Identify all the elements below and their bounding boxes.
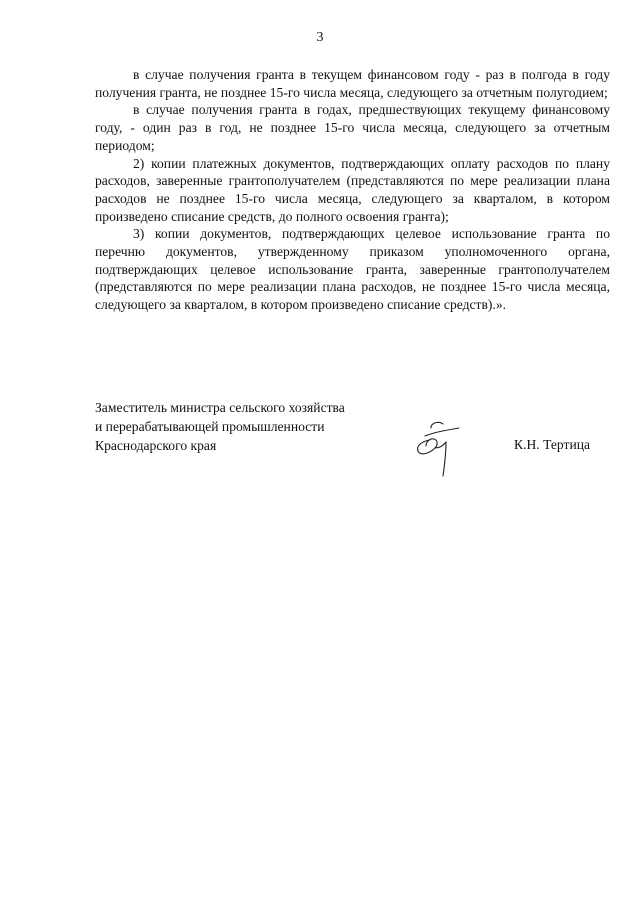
- handwritten-signature-icon: [413, 418, 463, 480]
- signatory-position-line: Заместитель министра сельского хозяйства: [95, 400, 345, 415]
- signatory-position-line: Краснодарского края: [95, 438, 217, 453]
- signatory-position: [95, 398, 345, 455]
- document-body: [95, 66, 610, 314]
- page-number: 3: [316, 30, 324, 45]
- paragraph-half-year-reporting: в случае получения гранта в текущем финансовом году - раз в полгода в году получения гранта, не позднее 15-го числа месяца, следующего за отчетным полугодием;: [95, 67, 610, 100]
- signer-name: К.Н. Тертица: [514, 437, 591, 452]
- paragraph-target-use-documents: 3) копии документов, подтверждающих целевое использование гранта по перечню документов, утвержденному приказом уполномоченного органа, подтверждающих целевое использование гранта, заверенные грантополучателем (представляются по мере реализации плана расходов, не позднее 15-го числа месяца, следующего за кварталом, в котором произведено списание средств).».: [95, 226, 610, 313]
- paragraph-annual-reporting: в случае получения гранта в годах, предшествующих текущему финансовому году, - один раз в год, не позднее 15-го числа месяца, следующего за отчетным периодом;: [95, 102, 610, 153]
- signatory-position-line: и перерабатывающей промышленности: [95, 419, 325, 434]
- paragraph-payment-documents: 2) копии платежных документов, подтверждающих оплату расходов по плану расходов, заверенные грантополучателем (представляются по мере реализации плана расходов не позднее 15-го числа месяца, следующего за кварталом, в котором произведено списание средств, до полного освоения гранта);: [95, 155, 610, 224]
